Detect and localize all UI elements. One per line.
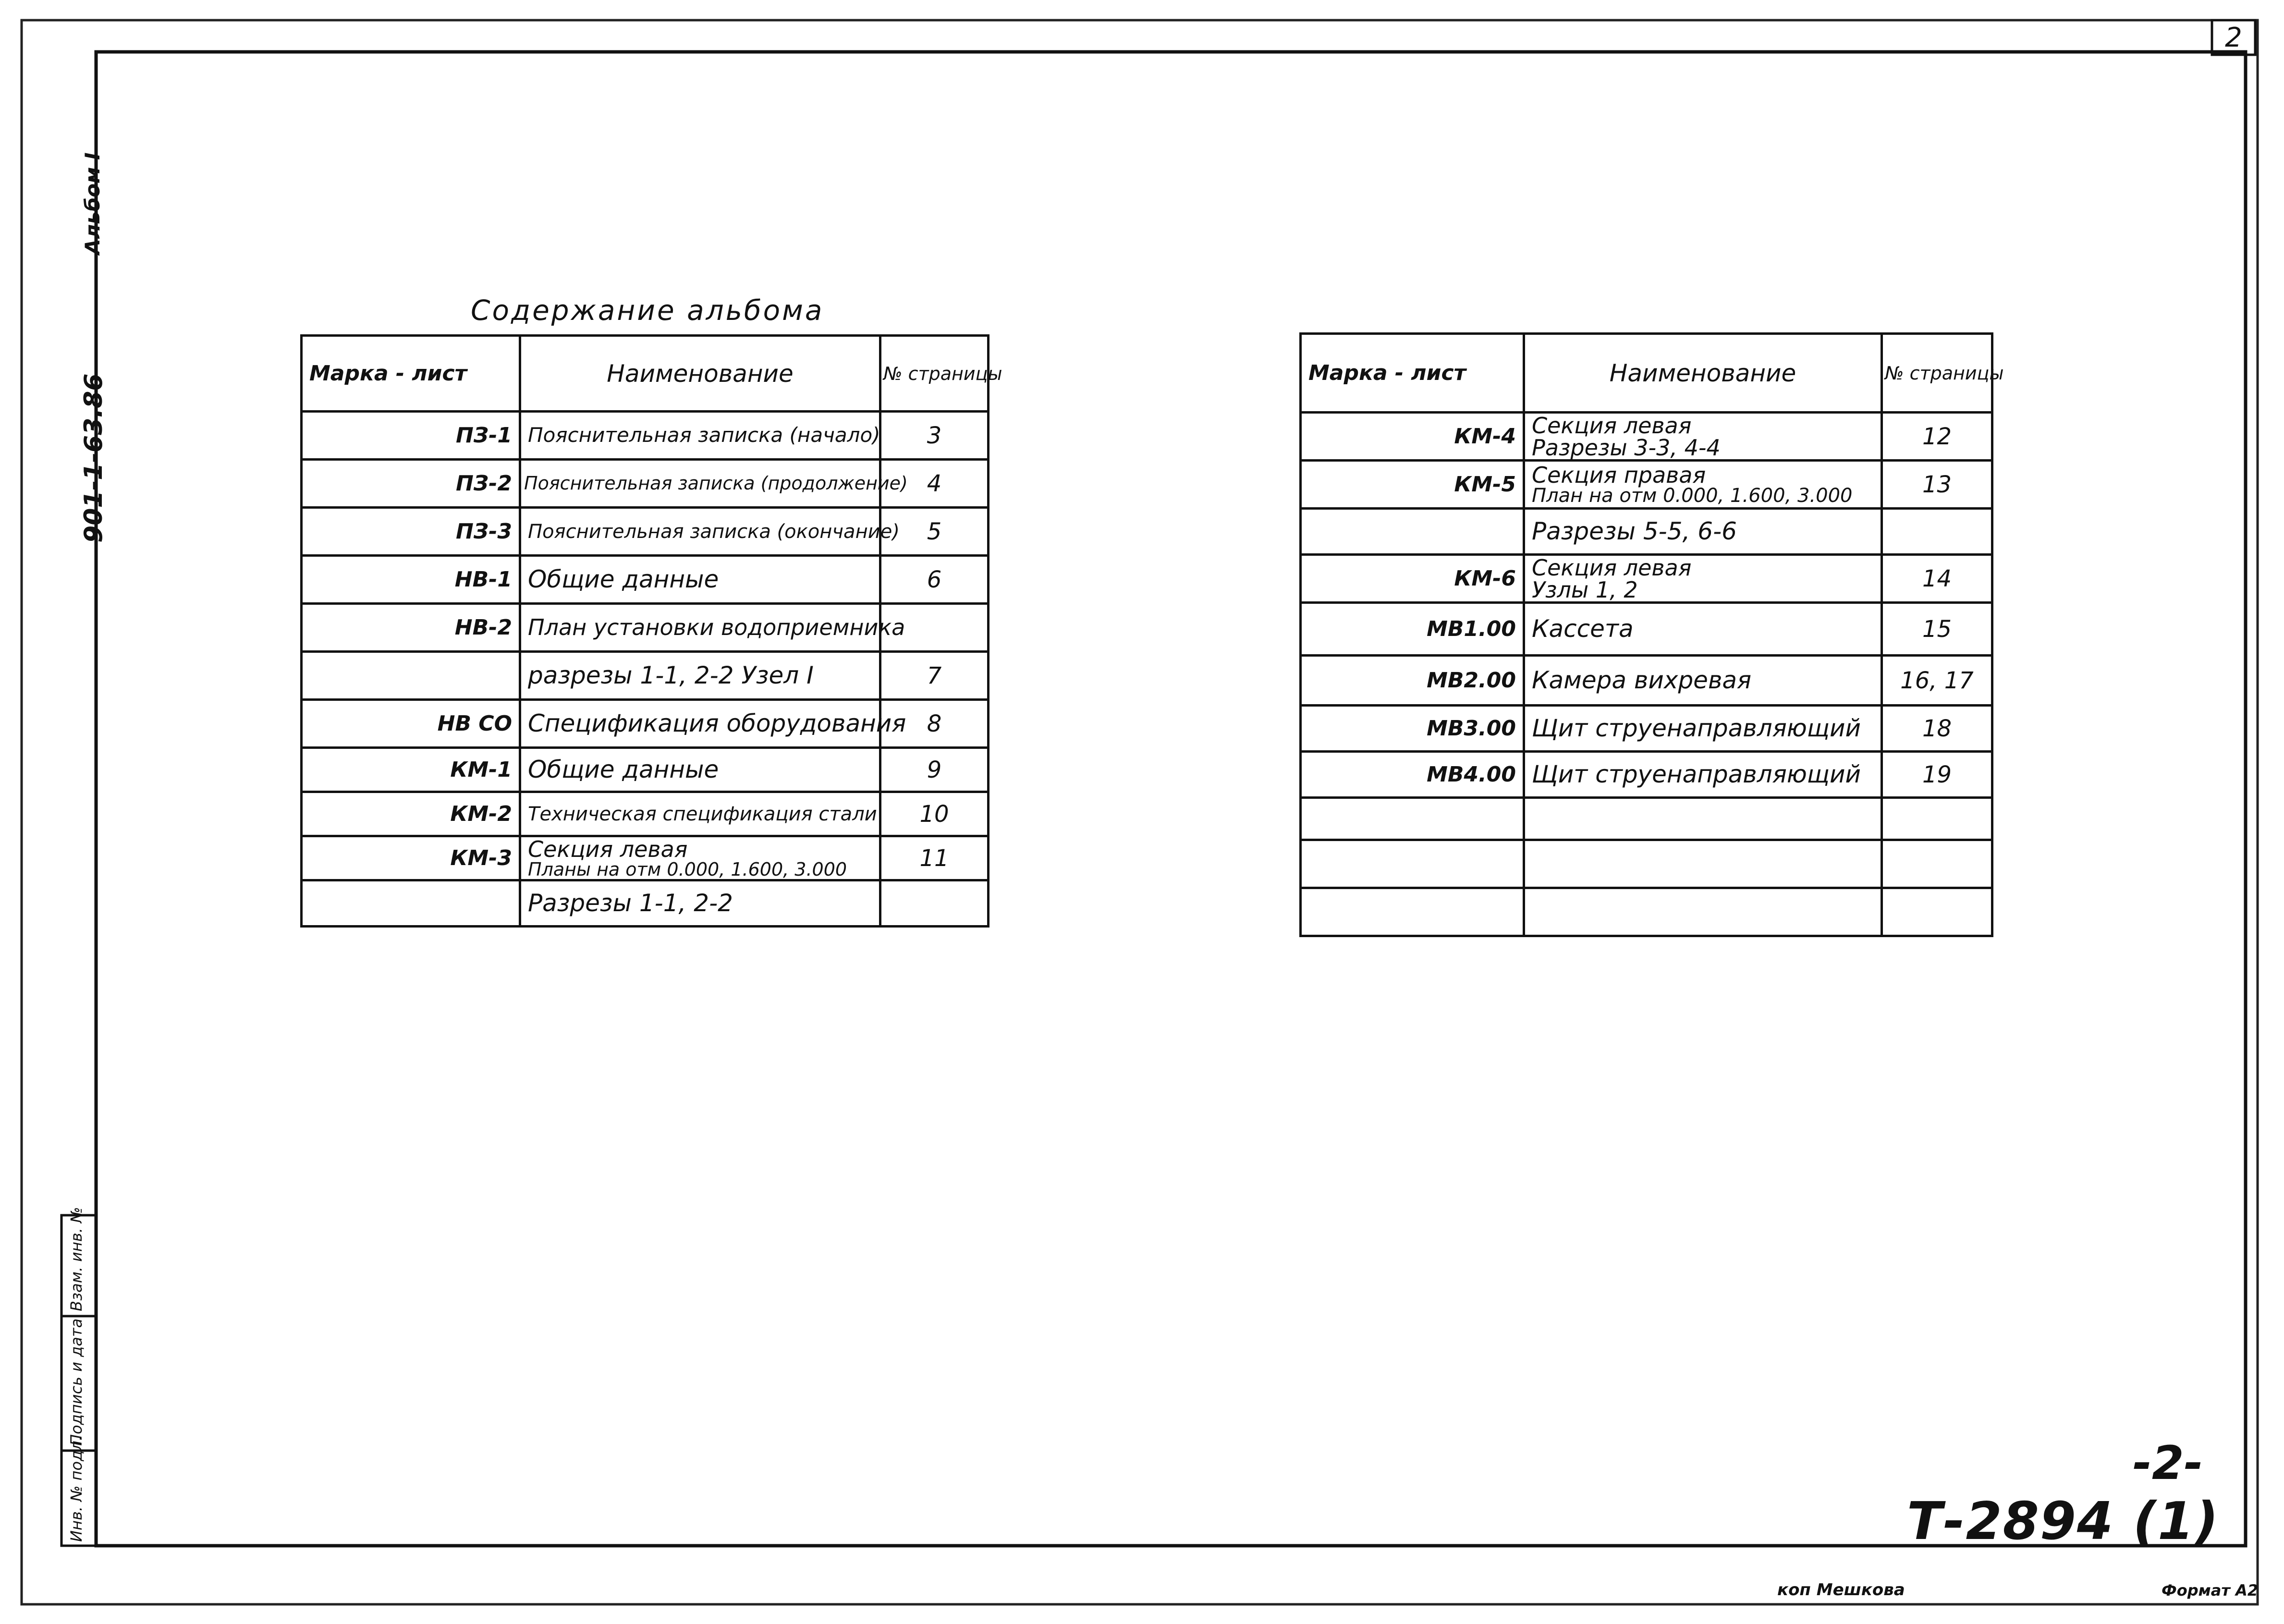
table-row xyxy=(302,792,989,836)
table-row xyxy=(1301,413,1992,461)
table-row xyxy=(302,556,989,604)
sheet-number: 2 xyxy=(2225,22,2242,53)
row-mark: МВ1.00 xyxy=(1301,603,1524,656)
row-name: Пояснительная записка (продолжение) xyxy=(520,460,880,508)
row-page: 8 xyxy=(880,700,989,748)
row-page: 13 xyxy=(1882,461,1992,509)
row-page xyxy=(1882,840,1992,888)
row-name: Пояснительная записка (начало) xyxy=(520,412,880,460)
row-mark xyxy=(1301,798,1524,840)
row-mark: КМ-3 xyxy=(302,836,520,880)
row-page: 4 xyxy=(880,460,989,508)
row-name: Техническая спецификация стали xyxy=(520,792,880,836)
row-mark: МВ4.00 xyxy=(1301,752,1524,798)
row-mark: НВ СО xyxy=(302,700,520,748)
row-page xyxy=(1882,798,1992,840)
row-name: Пояснительная записка (окончание) xyxy=(520,508,880,556)
header-name: Наименование xyxy=(520,336,880,412)
table-row xyxy=(302,604,989,652)
row-page: 14 xyxy=(1882,555,1992,603)
header-mark: Марка - лист xyxy=(302,336,520,412)
row-name-top: Секция левая xyxy=(1532,554,1692,581)
row-name: Разрезы 5-5, 6-6 xyxy=(1524,509,1882,555)
row-page: 19 xyxy=(1882,752,1992,798)
table-row xyxy=(302,880,989,927)
row-page: 15 xyxy=(1882,603,1992,656)
page-mark: -2- xyxy=(2133,1436,2203,1490)
row-name: разрезы 1-1, 2-2 Узел I xyxy=(520,652,880,700)
row-name: Общие данные xyxy=(520,748,880,792)
row-name: План установки водоприемника xyxy=(520,604,880,652)
row-page: 9 xyxy=(880,748,989,792)
row-name-bottom: Планы на отм 0.000, 1.600, 3.000 xyxy=(528,858,847,880)
row-page xyxy=(1882,509,1992,555)
document-code: Т-2894 (1) xyxy=(1907,1491,2220,1551)
row-page xyxy=(880,880,989,927)
row-name xyxy=(1524,413,1882,461)
row-page: 7 xyxy=(880,652,989,700)
table-row xyxy=(302,836,989,880)
copied-by: коп Мешкова xyxy=(1777,1580,1905,1600)
stamp-inv-original: Инв. № подл. xyxy=(67,1436,85,1542)
row-mark: КМ-1 xyxy=(302,748,520,792)
row-page xyxy=(1882,888,1992,936)
table-row xyxy=(302,652,989,700)
table-row xyxy=(1301,706,1992,752)
row-page: 12 xyxy=(1882,413,1992,461)
row-name xyxy=(520,836,880,880)
row-name-bottom: Узлы 1, 2 xyxy=(1532,576,1638,603)
header-page: № страницы xyxy=(1882,334,1992,413)
header-name: Наименование xyxy=(1524,334,1882,413)
table-row xyxy=(1301,656,1992,706)
table-row xyxy=(1301,840,1992,888)
album-label: Альбом I xyxy=(81,152,104,255)
row-page: 6 xyxy=(880,556,989,604)
row-name-bottom: Разрезы 3-3, 4-4 xyxy=(1532,434,1721,461)
row-page: 5 xyxy=(880,508,989,556)
table-row xyxy=(302,700,989,748)
row-mark: КМ-6 xyxy=(1301,555,1524,603)
row-name xyxy=(1524,461,1882,509)
row-name: Щит струенаправляющий xyxy=(1524,706,1882,752)
row-name: Разрезы 1-1, 2-2 xyxy=(520,880,880,927)
row-mark xyxy=(302,880,520,927)
row-name-top: Секция левая xyxy=(1532,412,1692,439)
contents-table-left xyxy=(300,334,1002,928)
row-mark xyxy=(1301,840,1524,888)
row-mark: ПЗ-2 xyxy=(302,460,520,508)
row-name xyxy=(1524,798,1882,840)
row-mark: ПЗ-3 xyxy=(302,508,520,556)
row-page: 11 xyxy=(880,836,989,880)
row-mark: КМ-2 xyxy=(302,792,520,836)
stamp-signature-date: Подпись и дата xyxy=(67,1318,85,1446)
table-header-row xyxy=(302,336,989,412)
series-code: 901-1-63.86 xyxy=(79,373,108,543)
table-row xyxy=(302,460,989,508)
table-row xyxy=(1301,888,1992,936)
table-row xyxy=(302,412,989,460)
row-name: Щит струенаправляющий xyxy=(1524,752,1882,798)
row-name xyxy=(1524,888,1882,936)
table-row xyxy=(1301,752,1992,798)
contents-table-right xyxy=(1299,332,2004,937)
row-mark: НВ-2 xyxy=(302,604,520,652)
row-page: 10 xyxy=(880,792,989,836)
row-page: 18 xyxy=(1882,706,1992,752)
row-mark xyxy=(302,652,520,700)
row-name xyxy=(1524,555,1882,603)
table-header-row xyxy=(1301,334,1992,413)
table-row xyxy=(1301,555,1992,603)
table-row xyxy=(1301,603,1992,656)
row-page: 3 xyxy=(880,412,989,460)
row-mark xyxy=(1301,888,1524,936)
table-row xyxy=(302,748,989,792)
header-mark: Марка - лист xyxy=(1301,334,1524,413)
row-mark: НВ-1 xyxy=(302,556,520,604)
row-name: Общие данные xyxy=(520,556,880,604)
contents-title: Содержание альбома xyxy=(471,294,824,327)
row-page: 16, 17 xyxy=(1882,656,1992,706)
table-row xyxy=(1301,509,1992,555)
row-name-top: Секция правая xyxy=(1532,462,1706,488)
row-name: Камера вихревая xyxy=(1524,656,1882,706)
table-row xyxy=(1301,461,1992,509)
row-name: Кассета xyxy=(1524,603,1882,656)
table-row xyxy=(302,508,989,556)
paper-format: Формат А2 xyxy=(2162,1581,2259,1600)
row-name-bottom: План на отм 0.000, 1.600, 3.000 xyxy=(1532,484,1853,507)
header-page: № страницы xyxy=(880,336,989,412)
stamp-replacement-inv: Взам. инв. № xyxy=(67,1207,85,1311)
row-mark: ПЗ-1 xyxy=(302,412,520,460)
row-mark: МВ3.00 xyxy=(1301,706,1524,752)
row-name-top: Секция левая xyxy=(528,836,688,862)
row-name xyxy=(1524,840,1882,888)
table-row xyxy=(1301,798,1992,840)
row-name: Спецификация оборудования xyxy=(520,700,880,748)
row-mark: КМ-4 xyxy=(1301,413,1524,461)
row-mark xyxy=(1301,509,1524,555)
row-mark: КМ-5 xyxy=(1301,461,1524,509)
row-mark: МВ2.00 xyxy=(1301,656,1524,706)
